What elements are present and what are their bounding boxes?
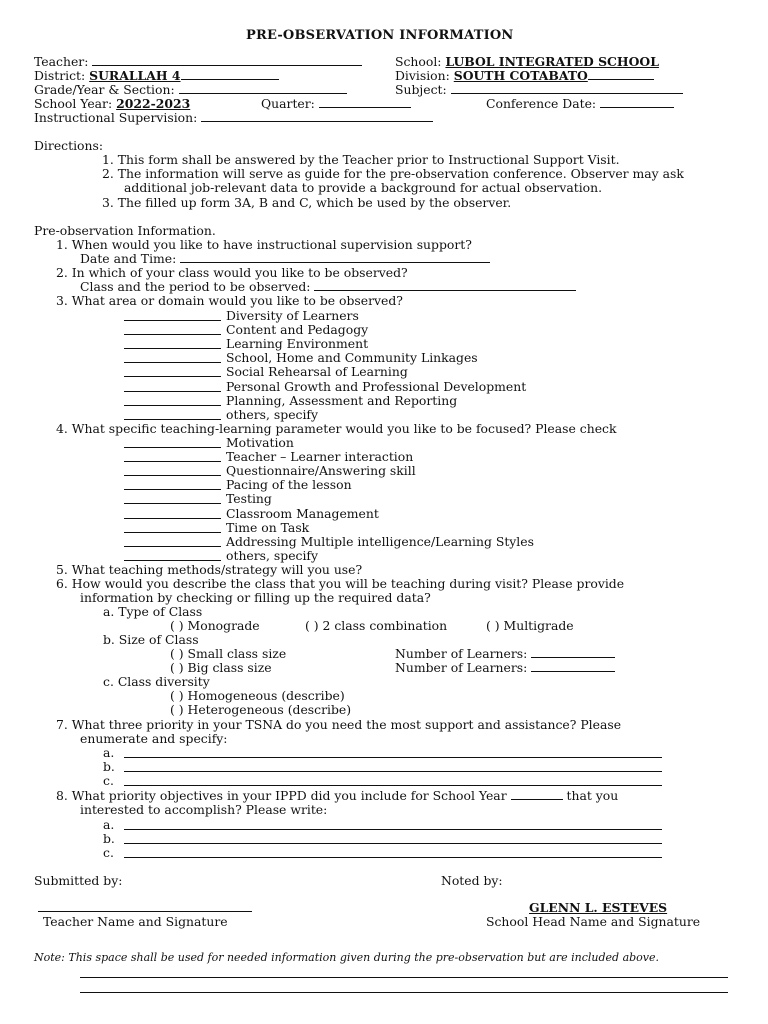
question-6-cont: information by checking or filling up the required data? [80,590,431,605]
instructional-label: Instructional Supervision: [34,110,198,125]
district-label: District: [34,68,86,83]
question-2-class-field [80,280,576,294]
q3-check-blank[interactable] [124,334,221,335]
schoolyear-label: School Year: [34,96,113,111]
question-8-field [56,789,618,803]
q6b-big[interactable]: ( ) Big class size [170,660,272,675]
q3-option-label: Content and Pedagogy [226,322,369,338]
q3-option-label: others, specify [226,406,319,422]
division-value: SOUTH COTABATO [453,68,588,83]
q6b-learners-big-field [395,661,615,675]
question-4: 4. What specific teaching-learning parameter would you like to be focused? Please check [56,421,617,436]
subject-field [395,83,683,97]
question-7: 7. What three priority in your TSNA do you need the most support and assistance? Please [56,717,622,732]
quarter-blank[interactable] [319,97,411,108]
teacher-label: Teacher: [34,54,89,69]
q3-check-blank[interactable] [124,391,221,392]
subject-label: Subject: [395,82,447,97]
note-line-2[interactable] [80,992,728,993]
preobs-label: Pre-observation Information. [34,223,216,238]
q8-school-year-blank[interactable] [511,789,563,800]
learners-label-big: Number of Learners: [395,660,528,675]
quarter-label: Quarter: [261,96,315,111]
q4-check-blank[interactable] [124,503,221,504]
q4-check-blank[interactable] [124,489,221,490]
q3-option-label: Social Rehearsal of Learning [226,364,408,380]
q7-letter-c: c. [103,773,114,788]
instructional-blank[interactable] [201,111,433,122]
grade-field [34,83,347,97]
class-period-blank[interactable] [314,280,576,291]
directions-label: Directions: [34,138,104,153]
schoolyear-field [34,97,190,111]
question-8-cont: interested to accomplish? Please write: [80,802,328,817]
q3-check-blank[interactable] [124,376,221,377]
q4-check-blank[interactable] [124,475,221,476]
q8-answer-line-c[interactable] [124,857,662,858]
question-8: 8. What priority objectives in your IPPD did you include for School Year [56,788,507,803]
question-2: 2. In which of your class would you like to be observed? [56,265,408,280]
noted-by-label: Noted by: [441,873,503,888]
q6b-small[interactable]: ( ) Small class size [170,646,287,661]
form-title: PRE-OBSERVATION INFORMATION [246,28,514,43]
q4-option-label: Addressing Multiple intelligence/Learning Styles [226,533,534,549]
question-3: 3. What area or domain would you like to be observed? [56,293,403,308]
q3-option-label: Learning Environment [226,336,369,352]
date-time-label: Date and Time: [80,251,177,266]
q8-letter-a: a. [103,817,115,832]
q7-letter-a: a. [103,745,115,760]
q8-answer-line-b[interactable] [124,843,662,844]
q4-check-blank[interactable] [124,518,221,519]
conference-blank[interactable] [600,97,674,108]
division-field [395,69,654,83]
class-period-label: Class and the period to be observed: [80,279,311,294]
q3-check-blank[interactable] [124,320,221,321]
question-5: 5. What teaching methods/strategy will you use? [56,562,363,577]
q3-check-blank[interactable] [124,405,221,406]
school-head-caption: School Head Name and Signature [486,914,701,929]
subject-blank[interactable] [451,83,683,94]
q7-answer-line-b[interactable] [124,771,662,772]
q4-option-label: Classroom Management [226,505,379,521]
q3-check-blank[interactable] [124,419,221,420]
question-8-tail: that you [566,788,619,803]
q4-check-blank[interactable] [124,447,221,448]
q6c-label: c. Class diversity [103,674,210,689]
teacher-signature-line[interactable] [38,911,252,912]
district-value: SURALLAH 4 [89,68,181,83]
quarter-field [261,97,411,111]
q6c-heterogeneous[interactable]: ( ) Heterogeneous (describe) [170,702,352,717]
q6b-learners-small-field [395,647,615,661]
school-label: School: [395,54,442,69]
q4-option-label: Testing [226,491,272,507]
direction-item-2-cont: additional job-relevant data to provide a background for actual observation. [124,180,603,195]
question-6: 6. How would you describe the class that you will be teaching during visit? Please provide [56,576,625,591]
q6b-label: b. Size of Class [103,632,199,647]
q6a-combination[interactable]: ( ) 2 class combination [305,618,448,633]
q4-check-blank[interactable] [124,532,221,533]
teacher-field [34,55,362,69]
q3-option-label: School, Home and Community Linkages [226,350,478,366]
learners-small-blank[interactable] [531,647,615,658]
division-blank[interactable] [588,69,654,80]
q7-letter-b: b. [103,759,115,774]
question-1-date-field [80,252,490,266]
conference-label: Conference Date: [486,96,597,111]
note-text: Note: This space shall be used for needed information given during the pre-observation but are included above. [34,951,660,964]
direction-item-2: 2. The information will serve as guide for the pre-observation conference. Observer may ask [102,166,684,181]
question-1: 1. When would you like to have instructional supervision support? [56,237,472,252]
q4-option-label: Motivation [226,435,294,450]
q4-option-label: Teacher – Learner interaction [226,449,414,465]
q6a-monograde[interactable]: ( ) Monograde [170,618,260,633]
district-blank[interactable] [181,69,279,80]
teacher-signature-caption: Teacher Name and Signature [43,914,228,929]
question-7-cont: enumerate and specify: [80,731,228,746]
learners-big-blank[interactable] [531,661,615,672]
q3-check-blank[interactable] [124,348,221,349]
school-value: LUBOL INTEGRATED SCHOOL [445,54,659,69]
conference-field [486,97,674,111]
q4-option-label: Pacing of the lesson [226,477,352,493]
q8-letter-b: b. [103,831,115,846]
learners-label-small: Number of Learners: [395,646,528,661]
q8-answer-line-a[interactable] [124,829,662,830]
q3-option-label: Personal Growth and Professional Development [226,378,527,394]
q4-option-label: others, specify [226,547,319,563]
note-line-1[interactable] [80,977,728,978]
q7-answer-line-a[interactable] [124,757,662,758]
q7-answer-line-c[interactable] [124,785,662,786]
q4-option-label: Time on Task [226,519,310,535]
q3-check-blank[interactable] [124,362,221,363]
instructional-field [34,111,433,125]
division-label: Division: [395,68,450,83]
submitted-by-label: Submitted by: [34,873,123,888]
q4-check-blank[interactable] [124,461,221,462]
q4-check-blank[interactable] [124,546,221,547]
q4-check-blank[interactable] [124,560,221,561]
q8-letter-c: c. [103,845,114,860]
grade-label: Grade/Year & Section: [34,82,175,97]
date-time-blank[interactable] [180,252,490,263]
q6a-multigrade[interactable]: ( ) Multigrade [486,618,574,633]
school-field [395,55,659,69]
q6a-label: a. Type of Class [103,604,203,619]
direction-item-1: 1. This form shall be answered by the Teacher prior to Instructional Support Visit. [102,152,620,167]
q3-option-label: Planning, Assessment and Reporting [226,392,458,408]
grade-blank[interactable] [179,83,347,94]
q6c-homogeneous[interactable]: ( ) Homogeneous (describe) [170,688,345,703]
q3-option-label: Diversity of Learners [226,308,359,323]
schoolyear-value: 2022-2023 [116,96,191,111]
q4-option-label: Questionnaire/Answering skill [226,463,416,479]
district-field [34,69,279,83]
teacher-blank[interactable] [92,55,362,66]
school-head-name: GLENN L. ESTEVES [529,900,668,915]
direction-item-3: 3. The filled up form 3A, B and C, which be used by the observer. [102,195,512,210]
